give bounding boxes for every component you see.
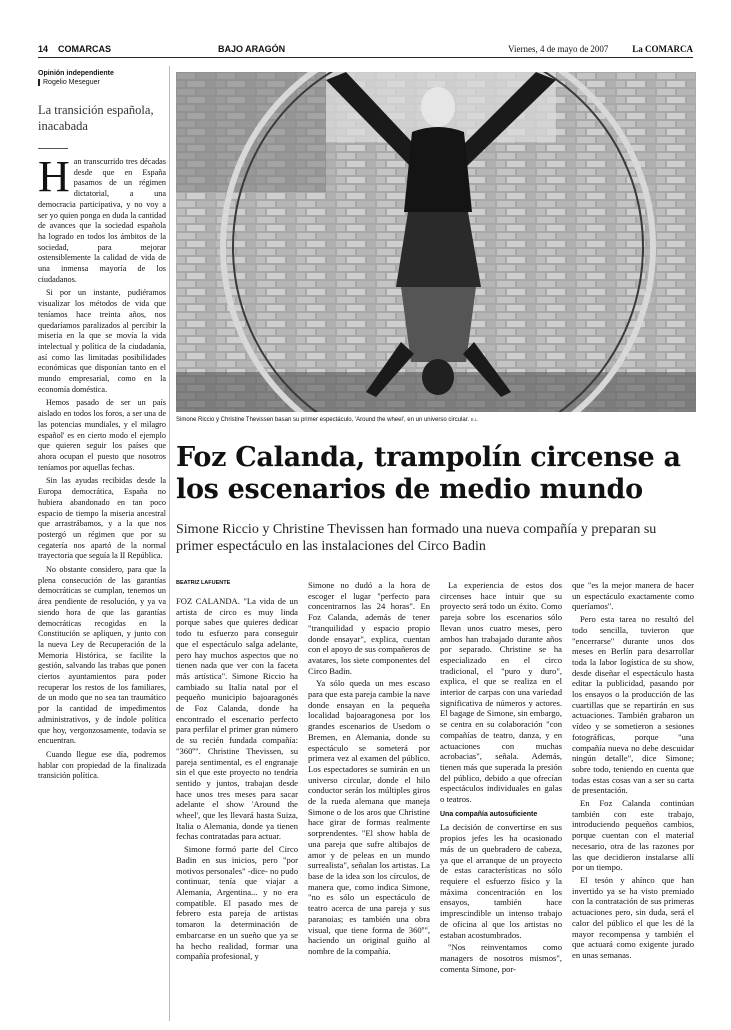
article-paragraph: El tesón y ahínco que han invertido ya se ha visto premiado con la contratación de sus primeras actuaciones pero, sin duda, será el calor del público el que les dé la mayor recompensa y también el que actuará como exigente jurado en unas semanas. bbox=[572, 874, 694, 960]
newspaper-brand: La COMARCA bbox=[632, 44, 693, 54]
region-name: BAJO ARAGÓN bbox=[218, 44, 286, 54]
article-paragraph: FOZ CALANDA. "La vida de un artista de circo es muy linda porque sabes que quieres dedicar todo tu esfuerzo para conseguir que el espectáculo salga adelante, pero hay muchos aspectos que no tienen nada que ver con la faceta más artística". Simone Riccio ha cambiado su Italia natal por el pequeño municipio bajoaragonés de Foz Calanda, donde ha encontrado el escenario perfecto para perfilar el primer gran número de su recién fundada compañía: "360º". Christine Thevissen, su pareja sentimental, es el engranaje sin el que este proyecto no tendría sentido y juntos, trabajan desde hace unos tres meses para sacar adelante el show 'Around the wheel', que les llevará hasta Suiza, Italia o Alemania, donde ya tienen fechas contratadas para actuar. bbox=[176, 596, 298, 842]
article-column-2 bbox=[308, 580, 430, 959]
caption-text: Simone Riccio y Christine Thevissen basan su primer espectáculo, 'Around the wheel', en un universo circular. bbox=[176, 417, 469, 423]
article-byline: BEATRIZ LAFUENTE bbox=[176, 580, 231, 586]
opinion-paragraph: Sin las ayudas recibidas desde la Europa democrática, España no hubiera abandonado en tan poco espacio de tiempo la miseria ancestral que arrastrábamos, y a la que nos postergó un régimen que por su cegatería nos apartó de la normal trayectoria que seguía la II República. bbox=[38, 476, 166, 561]
opinion-title: La transición española, inacabada bbox=[38, 103, 154, 133]
dropcap: H bbox=[38, 152, 70, 201]
photo-illustration bbox=[176, 72, 696, 412]
article-paragraph: que "es la mejor manera de hacer un espectáculo exactamente como queríamos". bbox=[572, 580, 694, 612]
opinion-kicker: Opinión independiente bbox=[38, 70, 114, 77]
article-paragraph: "Nos reinventamos como managers de nosotros mismos", comenta Simone, por- bbox=[440, 942, 562, 974]
article-paragraph: Simone no dudó a la hora de escoger el lugar "perfecto para concentrarnos las 24 horas". En Foz Calanda, además de tener "tranquilidad y espacio propio donde ensayar", explica, cuentan con el apoyo de sus compañeros de avatares, los siete componentes del Circo Badin. bbox=[308, 580, 430, 676]
article-paragraph: Ya sólo queda un mes escaso para que esta pareja cambie la nave donde ensayan en la pequeña localidad bajoaragonesa por los grandes escenarios de Usedom o Bremen, en Alemania, donde su espectáculo se someterá por primera vez al examen del público. Los espectadores se sumirán en un universo circular, donde el hilo conductor serán los múltiples giros de la rueda alemana que maneja Simone o de los aros que Christine hace girar de formas realmente sorprendentes. "El show habla de una pareja que sufre altibajos de amor y de peleas en un mundo surrealista", señalan los artistas. La base de la idea son los círculos, de manera que, como indica Simone, "no es sólo un espectáculo de teatro acerca de una pareja y sus paranoias; es también una obra visual, que tiene forma de 360º", haciendo un original guiño al nombre de la compañía. bbox=[308, 678, 430, 956]
opinion-paragraph: Han transcurrido tres décadas desde que en España pasamos de un régimen dictatorial, a una democracia participativa, y no voy a ser yo quien ponga en duda la cantidad de avances que la sociedad española ha logrado en todos los ámbitos de la sociedad, para mejorar ostensiblemente la calidad de vida de una inmensa mayoría de los ciudadanos. bbox=[38, 152, 166, 284]
opinion-title-rule bbox=[38, 148, 68, 149]
section-name: COMARCAS bbox=[58, 44, 111, 54]
article-subhead: Simone Riccio y Christine Thevissen han formado una nueva compañía y preparan su primer espectáculo en las instalaciones del Circo Badin bbox=[176, 522, 657, 554]
opinion-body bbox=[38, 152, 166, 782]
article-column-3 bbox=[440, 580, 562, 976]
photo-credit: B.L. bbox=[470, 417, 479, 422]
opinion-paragraph: Si por un instante, pudiéramos visualizar los métodos de vida que teníamos hace treinta años, nos quedaríamos paralizados al percibir la miseria en la que se movía la vida intelectual y política de la ciudadanía, así como las limitadas posibilidades económicas que disponían tanto en el mundo empresarial, como en la economía doméstica. bbox=[38, 288, 166, 394]
opinion-paragraph: No obstante considero, para que la plena consecución de las garantías democráticas se cumplan, tenemos un área pendiente de resolución, y ya va siendo hora de que las garantías democráticas recogidas en la Constitución se apliquen, y junto con la nueva Ley de Recuperación de la Memoria Histórica, se facilite la gestión, salvando las trabas que ponen ciertos ayuntamientos para poder recuperar los restos de los familiares, de un modo que no sea tan traumático por la cantidad de impedimentos administrativos, y de índole política que hoy, vergonzosamente, todavía se encuentran. bbox=[38, 565, 166, 746]
photo-caption bbox=[176, 417, 696, 423]
opinion-author: Rogelio Meseguer bbox=[38, 79, 166, 86]
article-headline: Foz Calanda, trampolín circense a los escenarios de medio mundo bbox=[176, 442, 681, 505]
header-rule bbox=[38, 57, 693, 58]
opinion-paragraph: Hemos pasado de ser un país aislado en todos los foros, a ser una de las potencias mundiales, y el milagro español' es en cierto modo el ejemplo que quieren seguir los países que ahora ocupan el puesto que nosotros teníamos por aquellas fechas. bbox=[38, 398, 166, 472]
column-divider bbox=[169, 66, 170, 1021]
article-paragraph: La experiencia de estos dos circenses hace intuir que su proyecto será todo un éxito. Como pareja sobre los escenarios sólo llevan unos cuatro meses, pero ambos han trabajado durante años por separado. Christine se ha especializado en el circo tradicional, el "puro y duro", explica, el que se realiza en el interior de carpas con una variedad significativa de números y actores. El bagage de Simone, sin embargo, se centra en su colaboración "con compañías de teatro, danza, y en actuaciones con muchas acrobacias", señala. Además, tienen más que superada la presión del público, debido a que ofrecían espectáculos individuales en galas o teatros. bbox=[440, 580, 562, 805]
article-paragraph: La decisión de convertirse en sus propios jefes les ha ocasionado más de un quebradero de cabeza, ya que el arranque de un proyecto de estas características no sólo requiere el esfuerzo físico y la máxima concentración en los ensayos, también hace imprescindible un intenso trabajo de oficina al que los artistas no estaban acostumbrados. bbox=[440, 822, 562, 940]
article-paragraph: Simone formó parte del Circo Badin en sus inicios, pero "por motivos personales" -dice- no pudo continuar, tenía que viajar a Alemania, Argentina... y no era compatible. El pasado mes de febrero esta pareja de artistas tomaron la determinación de embarcarse en un sueño que ya se ha hecho realidad, formar una compañía profesional, y bbox=[176, 844, 298, 962]
article-paragraph: Pero esta tarea no resultó del todo sencilla, tuvieron que "encerrarse" durante unos dos meses en Berlín para desarrollar toda la labor logística de su show, desde diseñar el espectáculo hasta editar la publicidad, pasando por los ensayos o la producción de las cuartillas que se repartirán en sus actuaciones. También grabaron un vídeo y se sometieron a sesiones fotográficas, porque "una compañía nueva no debe descuidar ningún detalle", dice Simone; sobre todo, teniendo en cuenta que todas estas cosas van a ser su carta de presentación. bbox=[572, 614, 694, 796]
article-subtitle: Una compañía autosuficiente bbox=[440, 810, 538, 818]
article-paragraph: En Foz Calanda continúan también con este trabajo, introduciendo pequeños cambios, porque cuentan con el material necesario, otra de las razones por las que decidieron instalarse allí por un tiempo. bbox=[572, 798, 694, 873]
opinion-column bbox=[38, 70, 166, 1020]
issue-date: Viernes, 4 de mayo de 2007 bbox=[508, 44, 609, 54]
article-column-1 bbox=[176, 596, 298, 964]
page-number: 14 bbox=[38, 44, 49, 54]
article-column-4 bbox=[572, 580, 694, 963]
opinion-paragraph: Cuando llegue ese día, podremos hablar con propiedad de la finalizada transición política. bbox=[38, 749, 166, 781]
article-photo bbox=[176, 72, 696, 412]
article-body bbox=[176, 580, 696, 1020]
page-header bbox=[38, 42, 693, 56]
